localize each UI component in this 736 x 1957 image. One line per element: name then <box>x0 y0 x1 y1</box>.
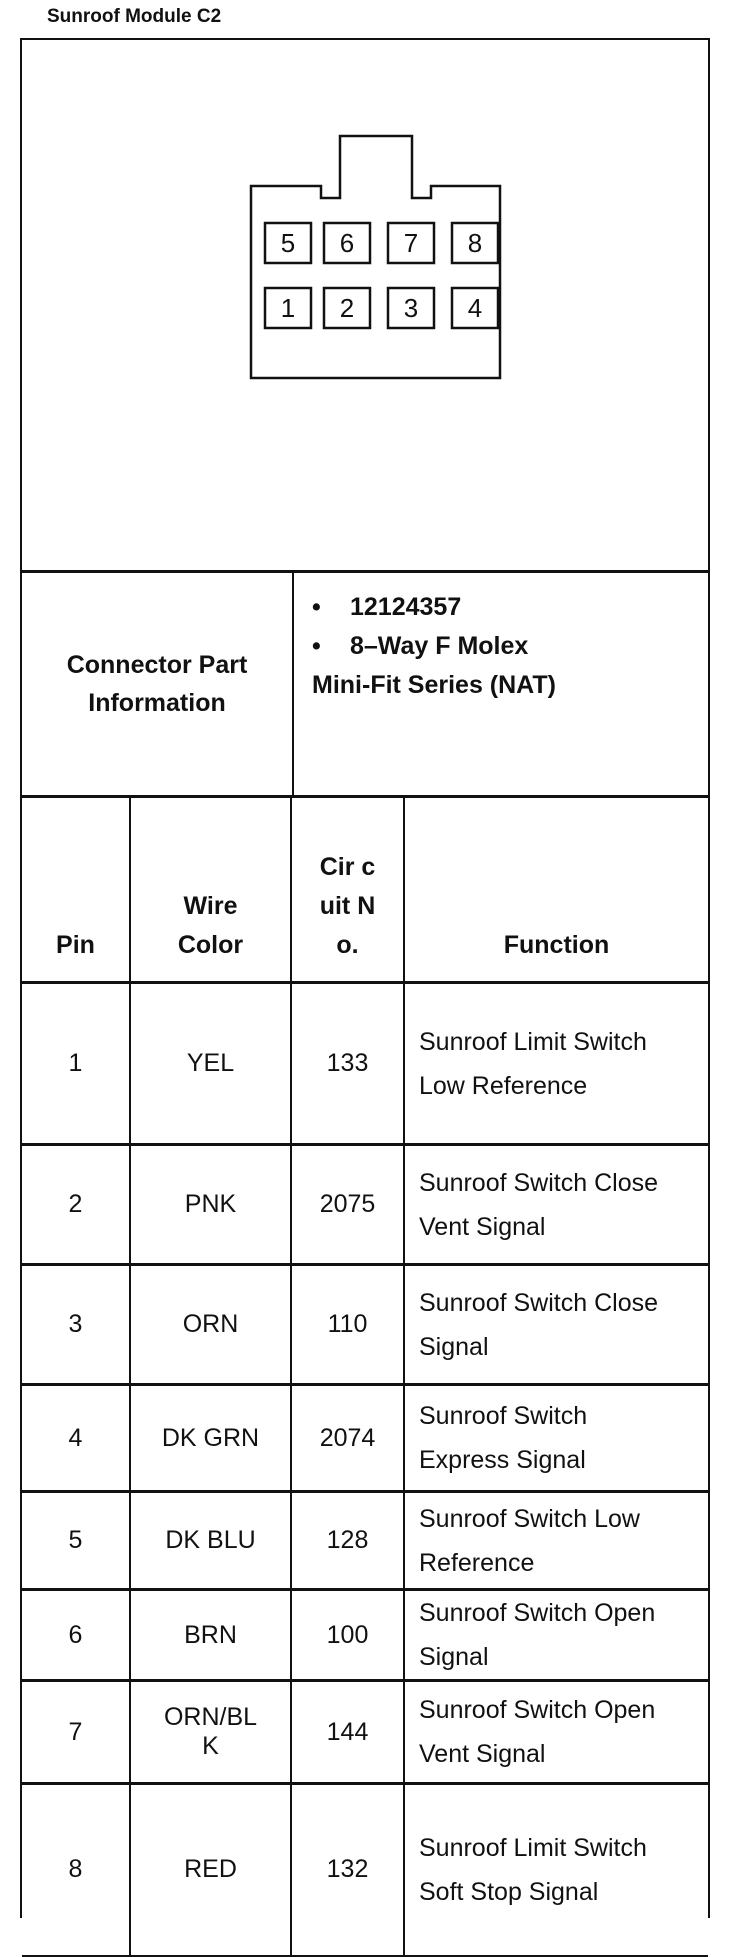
wire-color: DK BLU <box>130 1492 291 1590</box>
pin-function: Sunroof Switch Express Signal <box>404 1385 708 1492</box>
table-row <box>22 1590 708 1681</box>
wire-color: ORN <box>130 1265 291 1385</box>
header-function: Function <box>404 797 708 983</box>
header-wire-color: Wire Color <box>130 797 291 983</box>
part-number: 12124357 <box>350 593 462 621</box>
pin-function: Sunroof Switch Close Signal <box>404 1265 708 1385</box>
header-circuit-no: Cir cuit No. <box>291 797 404 983</box>
table-row <box>22 1385 708 1492</box>
pin-function: Sunroof Limit Switch Low Reference <box>404 983 708 1145</box>
connector-part-information-row <box>22 570 708 795</box>
pin-function: Sunroof Switch Low Reference <box>404 1492 708 1590</box>
bullet-icon: • <box>312 593 321 621</box>
circuit-number: 2075 <box>291 1145 404 1265</box>
connector-description-line1: • 8–Way F Molex <box>312 632 529 660</box>
pin-function: Sunroof Switch Open Signal <box>404 1590 708 1681</box>
pin-function: Sunroof Switch Close Vent Signal <box>404 1145 708 1265</box>
connector-face-drawing <box>22 40 712 570</box>
pinout-header-row <box>22 797 708 983</box>
pin-cavity-label: 2 <box>339 293 355 323</box>
circuit-number: 128 <box>291 1492 404 1590</box>
table-row <box>22 1784 708 1956</box>
table-row <box>22 1265 708 1385</box>
circuit-number: 133 <box>291 983 404 1145</box>
pin-cavity-label: 5 <box>280 228 296 258</box>
pin-number: 3 <box>22 1265 130 1385</box>
circuit-number: 132 <box>291 1784 404 1956</box>
pin-cavity-label: 7 <box>403 228 419 258</box>
pin-number: 1 <box>22 983 130 1145</box>
circuit-number: 2074 <box>291 1385 404 1492</box>
wire-color: RED <box>130 1784 291 1956</box>
table-row <box>22 1681 708 1784</box>
part-number-line <box>312 593 461 622</box>
circuit-number: 110 <box>291 1265 404 1385</box>
pin-function: Sunroof Limit Switch Soft Stop Signal <box>404 1784 708 1956</box>
wire-color: BRN <box>130 1590 291 1681</box>
table-row <box>22 1145 708 1265</box>
pin-cavity-label: 6 <box>339 228 355 258</box>
bullet-icon: • <box>312 632 321 660</box>
wire-color: YEL <box>130 983 291 1145</box>
wire-color: ORN/BLK <box>130 1681 291 1784</box>
connector-part-information-label: Connector Part Information <box>66 651 248 717</box>
wire-color: PNK <box>130 1145 291 1265</box>
wire-color: DK GRN <box>130 1385 291 1492</box>
header-pin: Pin <box>22 797 130 983</box>
circuit-number: 144 <box>291 1681 404 1784</box>
table-row <box>22 983 708 1145</box>
connector-part-information-details <box>292 573 708 795</box>
pin-cavity-label: 1 <box>280 293 296 323</box>
pin-number: 4 <box>22 1385 130 1492</box>
pin-cavity-label: 4 <box>467 293 483 323</box>
pin-cavity-label: 3 <box>403 293 419 323</box>
pin-cavity-label: 8 <box>467 228 483 258</box>
page-title: Sunroof Module C2 <box>47 6 222 27</box>
pin-number: 6 <box>22 1590 130 1681</box>
connector-chart <box>20 38 710 1918</box>
pin-number: 7 <box>22 1681 130 1784</box>
pinout-table <box>22 795 708 1957</box>
pin-number: 2 <box>22 1145 130 1265</box>
circuit-number: 100 <box>291 1590 404 1681</box>
connector-description-line2: Mini-Fit Series (NAT) <box>312 671 556 699</box>
connector-diagram <box>22 40 708 570</box>
table-row <box>22 1492 708 1590</box>
pin-function: Sunroof Switch Open Vent Signal <box>404 1681 708 1784</box>
pin-number: 5 <box>22 1492 130 1590</box>
pin-number: 8 <box>22 1784 130 1956</box>
